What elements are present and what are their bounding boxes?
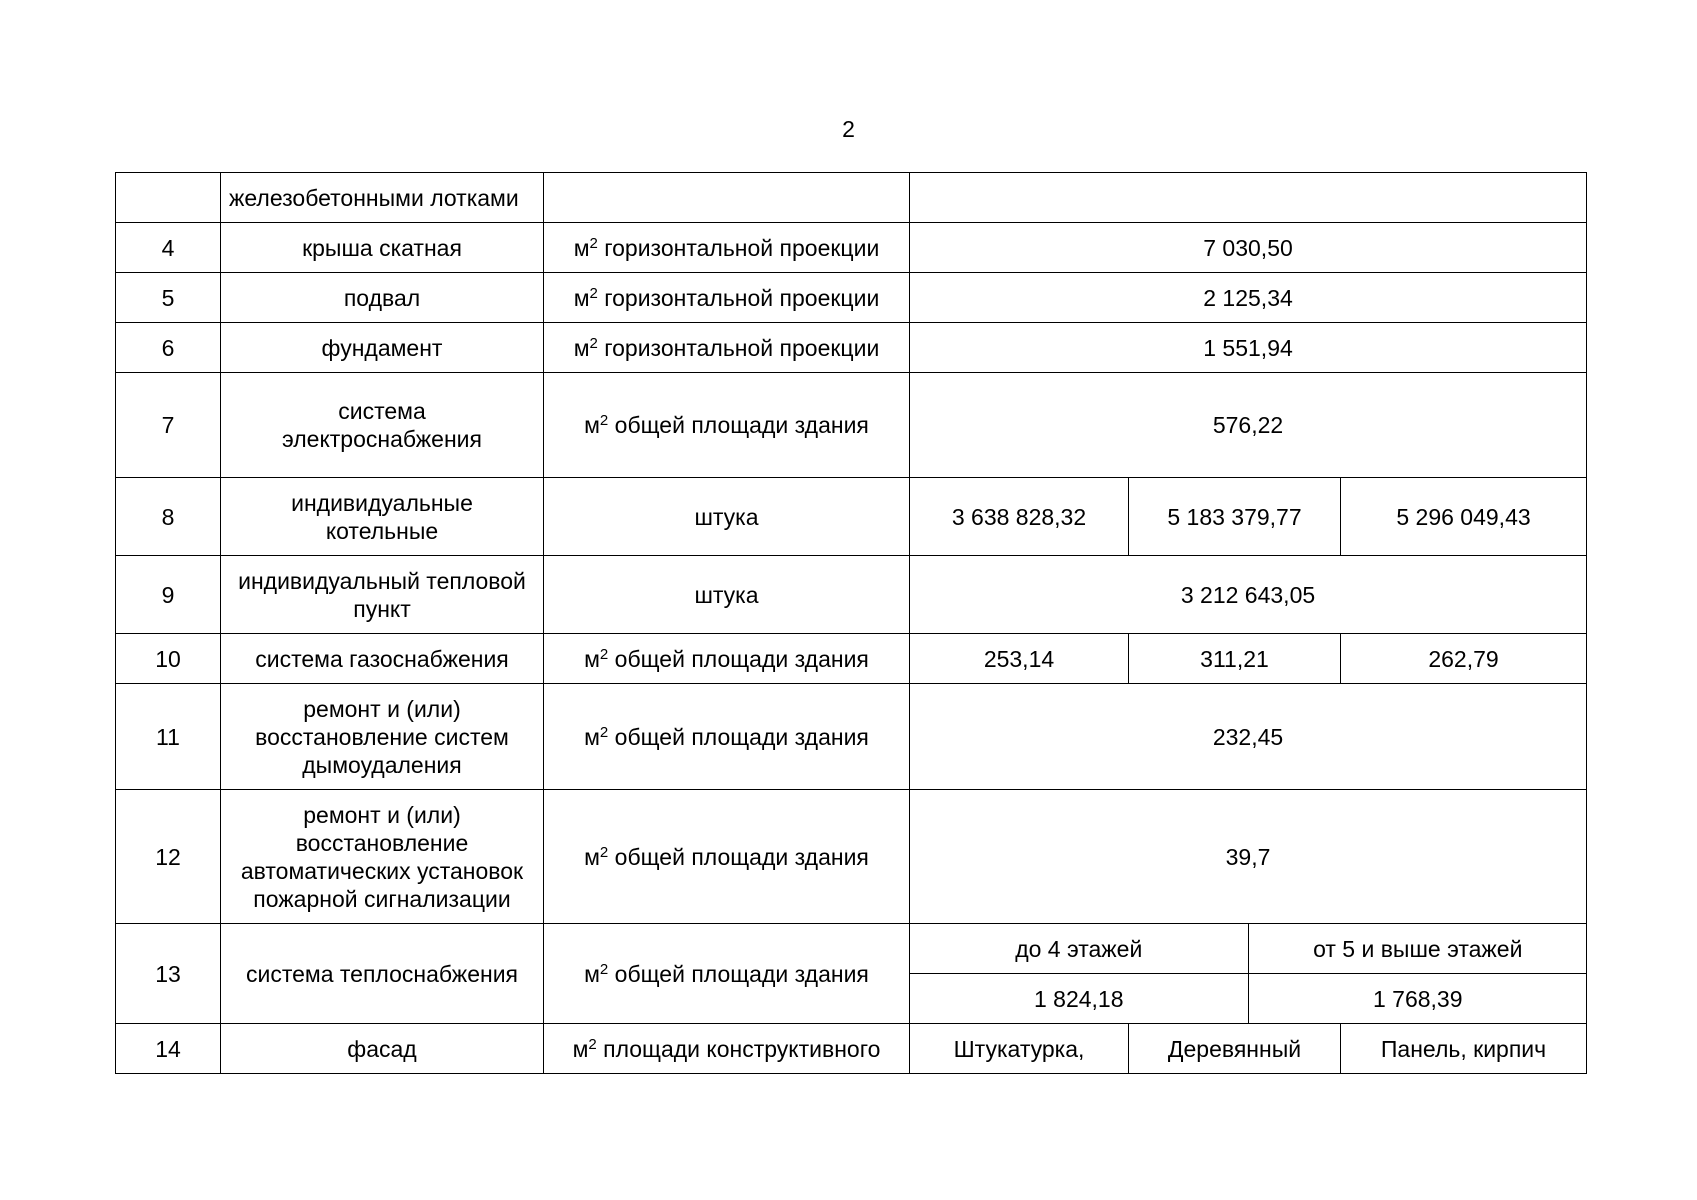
row-value-cell: 7 030,50: [910, 223, 1587, 273]
table-row: [116, 556, 1587, 634]
row-value-cell: [910, 924, 1587, 1024]
row-value-cell: 1 551,94: [910, 323, 1587, 373]
row-value-cell: Панель, кирпич: [1341, 1024, 1587, 1074]
row-unit-cell: $м^2$ общей площади здания: [544, 373, 910, 478]
table-row: [116, 924, 1587, 1024]
row-unit-cell: [544, 173, 910, 223]
table-row: [116, 790, 1587, 924]
table-row: [116, 684, 1587, 790]
floor-header-cell: до 4 этажей: [910, 924, 1248, 974]
table-row: [116, 634, 1587, 684]
row-name-cell: железобетонными лотками: [221, 173, 544, 223]
row-name-cell: ремонт и (или) восстановление систем дымоудаления: [221, 684, 544, 790]
row-unit-cell: $м^2$ общей площади здания: [544, 790, 910, 924]
cost-table: [115, 172, 1587, 1074]
row-value-cell: [910, 173, 1587, 223]
floor-value-cell: 1 824,18: [910, 974, 1248, 1024]
row-value-cell: 3 212 643,05: [910, 556, 1587, 634]
row-number-cell: 5: [116, 273, 221, 323]
floor-header-cell: от 5 и выше этажей: [1248, 924, 1587, 974]
row-number-cell: 4: [116, 223, 221, 273]
row-value-cell: Деревянный: [1129, 1024, 1341, 1074]
row-name-cell: ремонт и (или) восстановление автоматических установок пожарной сигнализации: [221, 790, 544, 924]
row-unit-cell: $м^2$ горизонтальной проекции: [544, 323, 910, 373]
row-value-cell: 5 296 049,43: [1341, 478, 1587, 556]
row-unit-cell: $м^2$ горизонтальной проекции: [544, 223, 910, 273]
row-unit-cell: $м^2$ общей площади здания: [544, 634, 910, 684]
row-number-cell: 9: [116, 556, 221, 634]
row-number-cell: 11: [116, 684, 221, 790]
row-unit-cell: штука: [544, 478, 910, 556]
row-number-cell: 7: [116, 373, 221, 478]
row-value-cell: 2 125,34: [910, 273, 1587, 323]
row-name-cell: фасад: [221, 1024, 544, 1074]
row-name-cell: система газоснабжения: [221, 634, 544, 684]
row-value-cell: 576,22: [910, 373, 1587, 478]
page-number: 2: [842, 116, 855, 142]
table-row: [116, 373, 1587, 478]
table-row: [116, 323, 1587, 373]
row-value-cell: 262,79: [1341, 634, 1587, 684]
table-row: [116, 223, 1587, 273]
row-value-cell: 311,21: [1129, 634, 1341, 684]
row-number-cell: [116, 173, 221, 223]
row-number-cell: 6: [116, 323, 221, 373]
row-unit-cell: $м^2$ площади конструктивного: [544, 1024, 910, 1074]
row-value-cell: 232,45: [910, 684, 1587, 790]
table-row: [116, 478, 1587, 556]
row-unit-cell: $м^2$ общей площади здания: [544, 684, 910, 790]
row-unit-cell: штука: [544, 556, 910, 634]
table-row: [116, 1024, 1587, 1074]
row-number-cell: 12: [116, 790, 221, 924]
table-row: [116, 173, 1587, 223]
row-unit-cell: $м^2$ горизонтальной проекции: [544, 273, 910, 323]
floor-value-cell: 1 768,39: [1372, 985, 1463, 1012]
row-name-cell: система электроснабжения: [221, 373, 544, 478]
row-number-cell: 14: [116, 1024, 221, 1074]
row-number-cell: 10: [116, 634, 221, 684]
floor-split-table: [910, 924, 1587, 1023]
row-name-cell: система теплоснабжения: [221, 924, 544, 1024]
row-number-cell: 13: [116, 924, 221, 1024]
row-value-cell: 39,7: [910, 790, 1587, 924]
row-unit-cell: $м^2$ общей площади здания: [544, 924, 910, 1024]
row-name-cell: индивидуальный тепловой пункт: [221, 556, 544, 634]
row-value-cell: 5 183 379,77: [1129, 478, 1341, 556]
row-name-cell: индивидуальные котельные: [221, 478, 544, 556]
row-value-cell: Штукатурка,: [910, 1024, 1129, 1074]
row-name-cell: фундамент: [221, 323, 544, 373]
row-name-cell: крыша скатная: [221, 223, 544, 273]
row-number-cell: 8: [116, 478, 221, 556]
table-row: [116, 273, 1587, 323]
row-value-cell: 253,14: [910, 634, 1129, 684]
row-name-cell: подвал: [221, 273, 544, 323]
row-value-cell: 3 638 828,32: [910, 478, 1129, 556]
